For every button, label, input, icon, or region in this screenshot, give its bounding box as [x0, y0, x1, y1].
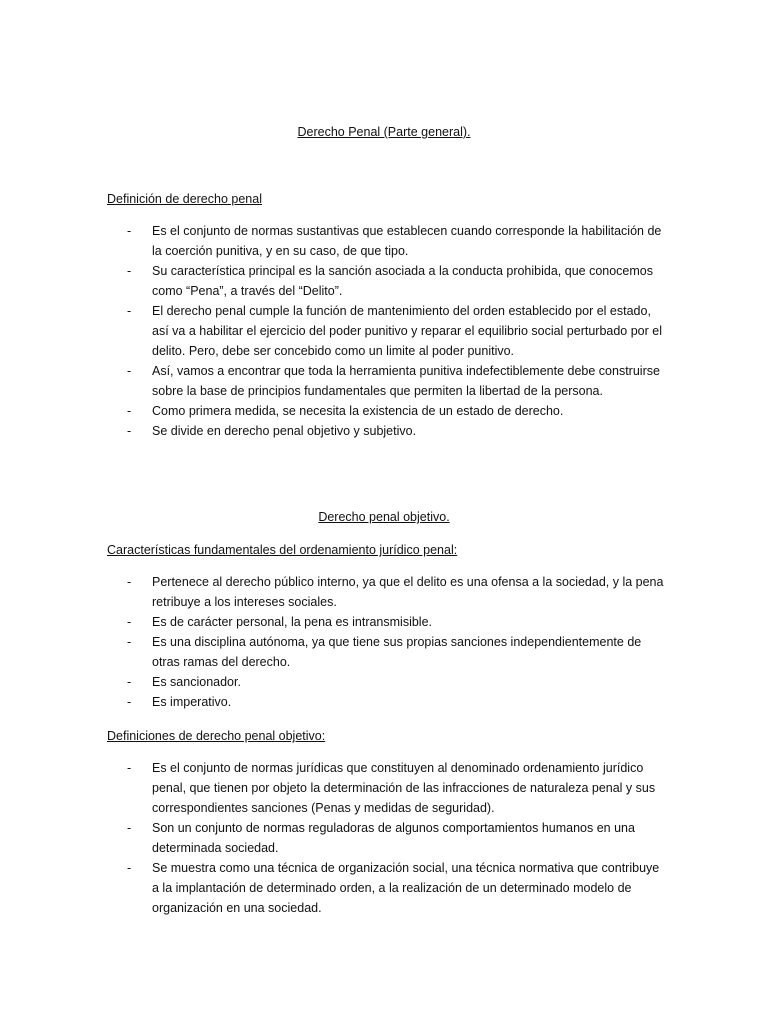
list-item-text: Como primera medida, se necesita la existencia de un estado de derecho. [152, 404, 564, 418]
bullet-dash: - [127, 304, 132, 318]
list-item [127, 758, 667, 818]
bullet-dash: - [127, 635, 132, 649]
list-item-text: Es el conjunto de normas sustantivas que establecen cuando corresponde la habilitación de la coerción punitiva, y en su caso, de que tipo. [152, 224, 662, 258]
list-item-text: Se muestra como una técnica de organización social, una técnica normativa que contribuye a la implantación de determinado orden, a la realización de un determinado modelo de organización en una sociedad. [152, 861, 660, 915]
bullet-dash: - [127, 404, 132, 418]
list-item [127, 401, 667, 421]
bullet-dash: - [127, 821, 132, 835]
list-item [127, 421, 667, 441]
bullet-dash: - [127, 861, 132, 875]
list-item [127, 672, 667, 692]
document-title: Derecho Penal (Parte general). [297, 125, 471, 139]
section-heading-caracteristicas: Características fundamentales del ordenamiento jurídico penal: [107, 543, 458, 557]
bullet-dash: - [127, 675, 132, 689]
list-item [127, 572, 667, 612]
list-item [127, 692, 667, 712]
list-item-text: Es de carácter personal, la pena es intransmisible. [152, 615, 433, 629]
list-item [127, 221, 667, 261]
list-item-text: Así, vamos a encontrar que toda la herramienta punitiva indefectiblemente debe construirse sobre la base de principios fundamentales que permiten la libertad de la persona. [152, 364, 660, 398]
list-item [127, 301, 667, 361]
bullet-dash: - [127, 424, 132, 438]
list-item-text: Su característica principal es la sanción asociada a la conducta prohibida, que conocemos como “Pena”, a través del “Delito”. [152, 264, 653, 298]
list-item-text: El derecho penal cumple la función de mantenimiento del orden establecido por el estado, así va a habilitar el ejercicio del poder punitivo y reparar el equilibrio social perturbado por el delito. Pero, debe ser concebido como un limite al poder punitivo. [152, 304, 663, 358]
list-item [127, 632, 667, 672]
definicion-list [127, 221, 667, 441]
list-item [127, 612, 667, 632]
list-item-text: Es sancionador. [152, 675, 241, 689]
definiciones-list [127, 758, 667, 918]
bullet-dash: - [127, 264, 132, 278]
bullet-dash: - [127, 224, 132, 238]
bullet-dash: - [127, 615, 132, 629]
list-item-text: Es imperativo. [152, 695, 232, 709]
bullet-dash: - [127, 575, 132, 589]
list-item-text: Es una disciplina autónoma, ya que tiene sus propias sanciones independientemente de otras ramas del derecho. [152, 635, 642, 669]
list-item-text: Pertenece al derecho público interno, ya que el delito es una ofensa a la sociedad, y la pena retribuye a los intereses sociales. [152, 575, 664, 609]
caracteristicas-list [127, 572, 667, 712]
list-item [127, 261, 667, 301]
list-item [127, 818, 667, 858]
bullet-dash: - [127, 364, 132, 378]
list-item-text: Se divide en derecho penal objetivo y subjetivo. [152, 424, 417, 438]
section-title-objetivo: Derecho penal objetivo. [318, 510, 450, 524]
bullet-dash: - [127, 695, 132, 709]
section-heading-definicion: Definición de derecho penal [107, 192, 262, 206]
list-item [127, 858, 667, 918]
list-item-text: Son un conjunto de normas reguladoras de algunos comportamientos humanos en una determinada sociedad. [152, 821, 635, 855]
list-item [127, 361, 667, 401]
list-item-text: Es el conjunto de normas jurídicas que constituyen al denominado ordenamiento jurídico penal, que tienen por objeto la determinación de las infracciones de naturaleza penal y sus correspondientes sanciones (Penas y medidas de seguridad). [152, 761, 656, 815]
bullet-dash: - [127, 761, 132, 775]
section-heading-definiciones: Definiciones de derecho penal objetivo: [107, 729, 326, 743]
